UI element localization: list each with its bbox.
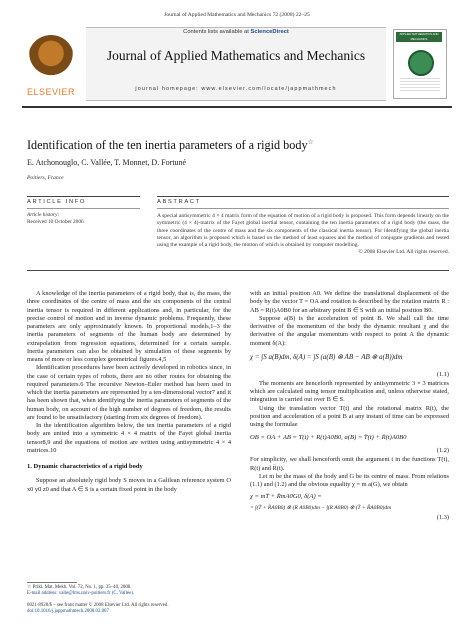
elsevier-logo [22, 27, 80, 99]
equation-1-1-number-row [250, 371, 449, 380]
equation-1-3-number: (1.3) [436, 513, 449, 521]
equation-1-3-number-row [250, 514, 449, 523]
doi-link[interactable]: doi:10.1016/j.jappmathmech.2008.03.007 [27, 609, 109, 615]
sciencedirect-link[interactable]: ScienceDirect [250, 29, 289, 35]
header-rule [22, 106, 452, 108]
history-label: Article history: [27, 212, 60, 218]
running-head: Journal of Applied Mathematics and Mechanics 72 (2008) 22–25 [164, 12, 310, 18]
title-footnote-mark[interactable]: ☆ [307, 138, 314, 146]
cover-text-lines [400, 78, 440, 92]
intro-paragraph-1: A knowledge of the inertia parameters of a rigid body, that is, the mass, the three coordinates of the centre of mass and the six components of the central inertia tensor is required in different applications and, in particular, for the precise control of motion and in inverse dynamic problems. Frequently, these parameters are only approximately known. In proportional models,1–3 the inertia parameters of segments of the human body are determined by extrapolation from regression equations, determined for a certain sample. Inertia parameters can also be obtained by simulation of these segments by means of more or less complex geometrical figures.4,5 [27, 290, 231, 363]
contents-line [86, 29, 386, 35]
received-date: Received 10 October 2006 [27, 219, 84, 225]
article-info-heading: ARTICLE INFO [27, 199, 87, 205]
elsevier-wordmark: ELSEVIER [26, 87, 76, 97]
equation-1-1-text: χ = ∫S a(B)dm, δ(A) = ∫S (a(B) ⊗ AB − AB ⊗ a(B))dm [250, 352, 403, 361]
cover-emblem-icon [408, 50, 434, 76]
footnote-1: ☆ Prikl. Mat. Mekh. Vol. 72, No. 1, pp. 35–40, 2008. [27, 585, 132, 590]
abstract-heading: ABSTRACT [157, 199, 201, 205]
abstract-body [157, 213, 449, 257]
elsevier-tree-icon [28, 35, 74, 81]
intro-paragraph-2: Identification procedures have been actively developed in robotics since, in the case of certain types of robots, there are no other routes for obtaining the required parameters.6 The recursive Newton–Euler method has been used in which the inertia parameters are represented by a ten-dimensional vector7 and it has been shown that, when identifying the inertia parameters of segments of the human body, on account of the high number of degrees of freedom, the results are found to be unsatisfactory (starting from six degrees of freedom). [27, 364, 231, 421]
body-paragraph-6: Let m be the mass of the body and G be its centre of mass. From relations (1.1) and (1.2) and the obvious equality χ = m a(G), we obtain [250, 472, 449, 488]
left-column [27, 290, 231, 494]
footnotes [27, 585, 231, 616]
equation-1-2 [250, 434, 449, 445]
body-paragraph-5: For simplicity, we shall henceforth omit the argument t in the functions T(t), R(t) and R̈(t). [250, 456, 449, 472]
intro-paragraph-3: In the identification algorithm below, the ten inertia parameters of a rigid body are united into a symmetric 4 × 4 matrix of the Fayet global inertia tensor8,9 and the equations of motion are written using antisymmetric 4 × 4 matrices.10 [27, 422, 231, 454]
body-paragraph-1: with an initial position A0. We define the translational displacement of the body by the vector T = OA and rotation is described by the rotation matrix R : AB = R(t)A0B0 for an arbitrary point B ∈ S with an initial position B0. [250, 290, 449, 314]
equation-1-3-line-2: = ∫(T̈ + R̈A0B0) ⊗ (R A0B0)dm − ∫(R A0B0) ⊗ (T̈ + R̈A0B0)dm [250, 504, 392, 511]
equation-1-3 [250, 493, 449, 512]
body-paragraph-4: Using the translation vector T(t) and the rotational matrix R(t), the position and acceleration of a point B at any instant of time can be expressed using the formulae [250, 404, 449, 428]
equation-1-1 [250, 353, 449, 365]
article-title-text: Identification of the ten inertia parameters of a rigid body [27, 138, 308, 153]
journal-title: Journal of Applied Mathematics and Mechanics [106, 48, 366, 63]
abstract-rule-top [157, 196, 449, 197]
affiliation: Poitiers, France [27, 175, 64, 181]
article-title [27, 138, 457, 153]
equation-1-2-text: OB = OA + AB = T(t) + R(t)A0B0, a(B) = T̈(t) + R̈(t)A0B0 [250, 434, 407, 442]
issn-line: 0021-8928/$ – see front matter © 2008 Elsevier Ltd. All rights reserved. [27, 602, 169, 608]
section-heading: 1. Dynamic characteristics of a rigid body [27, 463, 143, 470]
equation-1-1-number: (1.1) [436, 370, 449, 378]
journal-homepage[interactable]: journal homepage: www.elsevier.com/locate/jappmathmech [135, 86, 337, 92]
section-paragraph-1: Suppose an absolutely rigid body S moves in a Galilean reference system O x0 y0 z0 and that A ∈ S is a certain fixed point in the body [27, 477, 231, 493]
body-paragraph-3: The moments are henceforth represented by antisymmetric 3 × 3 matrices which are calculated using tensor multiplication and, unless otherwise stated, integration is carried out over B ∈ S. [250, 379, 449, 404]
abstract-text: A special antisymmetric 4 × 4 matrix form of the equation of motion of a rigid body is proposed. This form depends linearly on the symmetric (4 × 4)-matrix of the Fayet global inertial tensor, containing the ten inertia parameters of a rigid body (the mass, the three coordinates of the centre of mass and the six components of the classical inertia tensor). For identifying the global inertia tensor, an algorithm is proposed which is based on the method of least squares and the method of conjugate gradients and tested using the example of a rigid body, the motion of which is obtained by computer modelling. [157, 213, 449, 249]
journal-cover-image [393, 29, 447, 99]
abstract-copyright: © 2008 Elsevier Ltd. All rights reserved. [358, 249, 449, 256]
equation-1-2-number-row [250, 447, 449, 456]
right-column [250, 290, 449, 523]
contents-prefix: Contents lists available at [183, 29, 251, 35]
article-info-rule [27, 208, 140, 209]
equation-1-3-line-1: χ = mT̈ + R̈mA0G0, δ(A) = [250, 493, 322, 501]
cover-label: APPLIED MATHEMATICS AND MECHANICS [396, 32, 442, 42]
authors: E. Atchonouglo, C. Vallée, T. Monnet, D. Fortuné [27, 158, 187, 167]
footnote-rule [27, 582, 77, 583]
footnote-email[interactable]: E-mail address: valle@lms.univ-poitiers.fr (C. Vallée). [27, 591, 135, 597]
equation-1-2-number: (1.2) [436, 447, 449, 455]
body-paragraph-2: Suppose a(B) is the acceleration of point B. We shall call the time derivative of the momentum of the body the dynamic resultant χ and the derivative of the angular momentum with respect to point A the dynamic moment δ(A): [250, 314, 449, 347]
abstract-rule-bottom [27, 270, 449, 271]
article-info-rule-top [27, 196, 140, 197]
abstract-rule [157, 208, 449, 209]
